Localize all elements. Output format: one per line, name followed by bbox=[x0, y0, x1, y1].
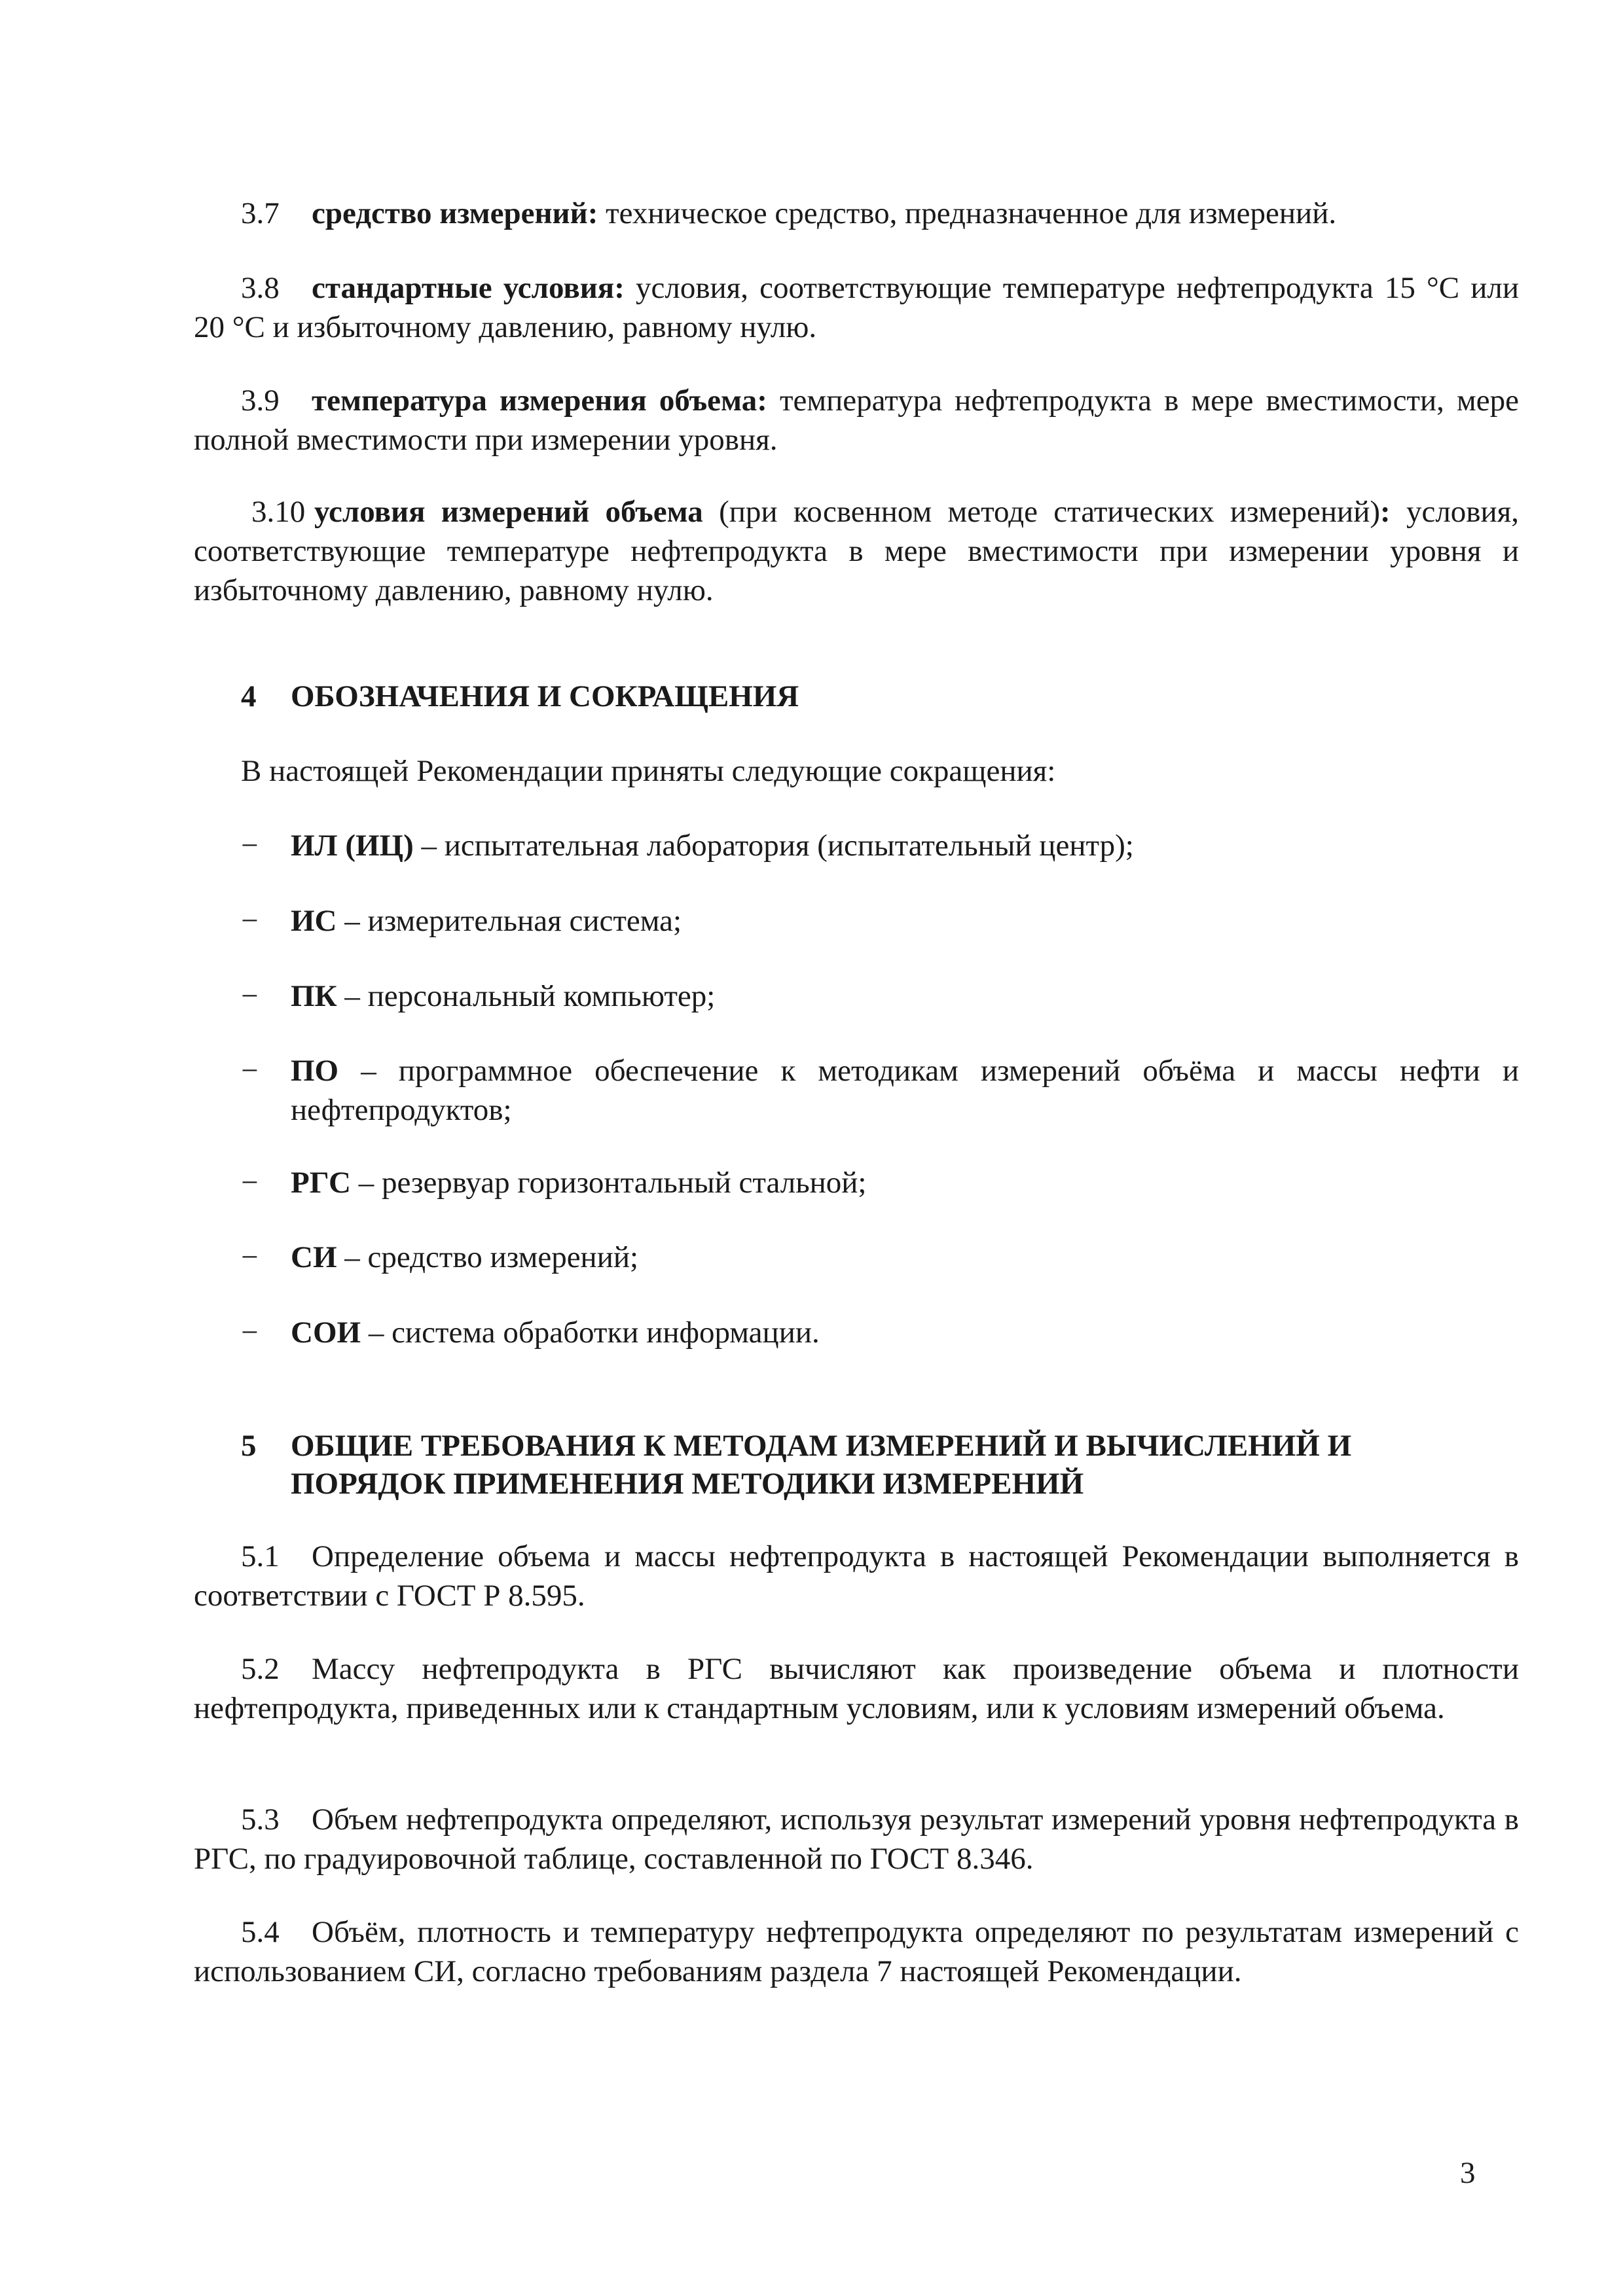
section-4-intro: В настоящей Рекомендации приняты следующие сокращения: bbox=[241, 754, 1056, 788]
abbreviation: СОИ bbox=[291, 1316, 361, 1350]
definition-qualifier: (при косвенном методе статических измерений) bbox=[702, 495, 1381, 529]
paragraph-text: Определение объема и массы нефтепродукта в настоящей Рекомендации выполняется в соответствии с ГОСТ Р 8.595. bbox=[194, 1539, 1519, 1613]
list-item bbox=[241, 826, 1519, 865]
defined-term: условия измерений объема bbox=[314, 495, 703, 529]
paragraph-5-4 bbox=[194, 1912, 1519, 1991]
abbreviation: РГС bbox=[291, 1166, 351, 1200]
abbreviation-meaning: – измерительная система; bbox=[337, 904, 682, 938]
list-item bbox=[241, 1163, 1519, 1202]
abbreviation: СИ bbox=[291, 1240, 337, 1274]
definition-text: условия, соответствующие температуре нефтепродукта в мере вместимости при измерении уровня и избыточному давлению, равному нулю. bbox=[194, 495, 1519, 607]
clause-number: 5.3 bbox=[241, 1803, 280, 1837]
clause-number: 3.10 bbox=[251, 495, 306, 529]
section-title: ОБОЗНАЧЕНИЯ И СОКРАЩЕНИЯ bbox=[291, 679, 799, 713]
abbreviation: ПК bbox=[291, 979, 337, 1013]
dash-bullet: − bbox=[241, 979, 259, 1013]
section-4-heading bbox=[241, 677, 1472, 715]
clause-number: 3.8 bbox=[241, 271, 280, 305]
definition-text: температура нефтепродукта в мере вместимости, мере полной вместимости при измерении уровня. bbox=[194, 384, 1519, 457]
paragraph-text: Массу нефтепродукта в РГС вычисляют как произведение объема и плотности нефтепродукта, приведенных или к стандартным условиям, или к условиям измерений объема. bbox=[194, 1652, 1519, 1725]
defined-term: средство измерений: bbox=[312, 196, 598, 230]
paragraph-5-3 bbox=[194, 1800, 1519, 1878]
paragraph-5-1 bbox=[194, 1537, 1519, 1615]
clause-number: 5.2 bbox=[241, 1652, 280, 1686]
definition-text: условия, соответствующие температуре нефтепродукта 15 °С или 20 °С и избыточному давлению, равному нулю. bbox=[194, 271, 1519, 344]
clause-number: 5.1 bbox=[241, 1539, 280, 1573]
list-item bbox=[241, 1238, 1519, 1277]
abbreviation-meaning: – средство измерений; bbox=[337, 1240, 639, 1274]
section-5-heading bbox=[241, 1427, 1472, 1503]
definition-3-7 bbox=[194, 194, 1519, 233]
dash-bullet: − bbox=[241, 1054, 259, 1088]
section-title: ОБЩИЕ ТРЕБОВАНИЯ К МЕТОДАМ ИЗМЕРЕНИЙ И ВЫЧИСЛЕНИЙ И ПОРЯДОК ПРИМЕНЕНИЯ МЕТОДИКИ ИЗМЕРЕНИЙ bbox=[291, 1429, 1352, 1501]
section-number: 5 bbox=[241, 1429, 257, 1463]
abbreviation-meaning: – испытательная лаборатория (испытательный центр); bbox=[413, 829, 1134, 863]
dash-bullet: − bbox=[241, 904, 259, 938]
abbreviation-meaning: – резервуар горизонтальный стальной; bbox=[350, 1166, 867, 1200]
abbreviation-meaning: – система обработки информации. bbox=[361, 1316, 820, 1350]
abbreviation: ИЛ (ИЦ) bbox=[291, 829, 414, 863]
list-item bbox=[241, 1051, 1519, 1130]
definition-colon: : bbox=[1380, 495, 1391, 529]
clause-number: 3.7 bbox=[241, 196, 280, 230]
abbreviation: ПО bbox=[291, 1054, 339, 1088]
definition-text: техническое средство, предназначенное для измерений. bbox=[598, 196, 1337, 230]
dash-bullet: − bbox=[241, 1316, 259, 1350]
dash-bullet: − bbox=[241, 1240, 259, 1274]
page-number: 3 bbox=[1460, 2156, 1476, 2190]
list-item bbox=[241, 977, 1519, 1016]
defined-term: стандартные условия: bbox=[312, 271, 625, 305]
definition-3-9 bbox=[194, 381, 1519, 459]
abbreviation: ИС bbox=[291, 904, 337, 938]
defined-term: температура измерения объема: bbox=[312, 384, 767, 418]
clause-number: 3.9 bbox=[241, 384, 280, 418]
paragraph-5-2 bbox=[194, 1649, 1519, 1728]
clause-number: 5.4 bbox=[241, 1915, 280, 1949]
paragraph-text: Объём, плотность и температуру нефтепродукта определяют по результатам измерений с использованием СИ, согласно требованиям раздела 7 настоящей Рекомендации. bbox=[194, 1915, 1519, 1988]
paragraph-text: Объем нефтепродукта определяют, используя результат измерений уровня нефтепродукта в РГС, по градуировочной таблице, составленной по ГОСТ 8.346. bbox=[194, 1803, 1519, 1876]
list-item bbox=[241, 901, 1519, 941]
dash-bullet: − bbox=[241, 829, 259, 863]
abbreviation-meaning: – программное обеспечение к методикам измерений объёма и массы нефти и нефтепродуктов; bbox=[291, 1054, 1519, 1127]
abbreviation-meaning: – персональный компьютер; bbox=[337, 979, 716, 1013]
section-number: 4 bbox=[241, 679, 257, 713]
dash-bullet: − bbox=[241, 1166, 259, 1200]
definition-3-10 bbox=[194, 492, 1519, 610]
list-item bbox=[241, 1313, 1519, 1352]
definition-3-8 bbox=[194, 268, 1519, 347]
